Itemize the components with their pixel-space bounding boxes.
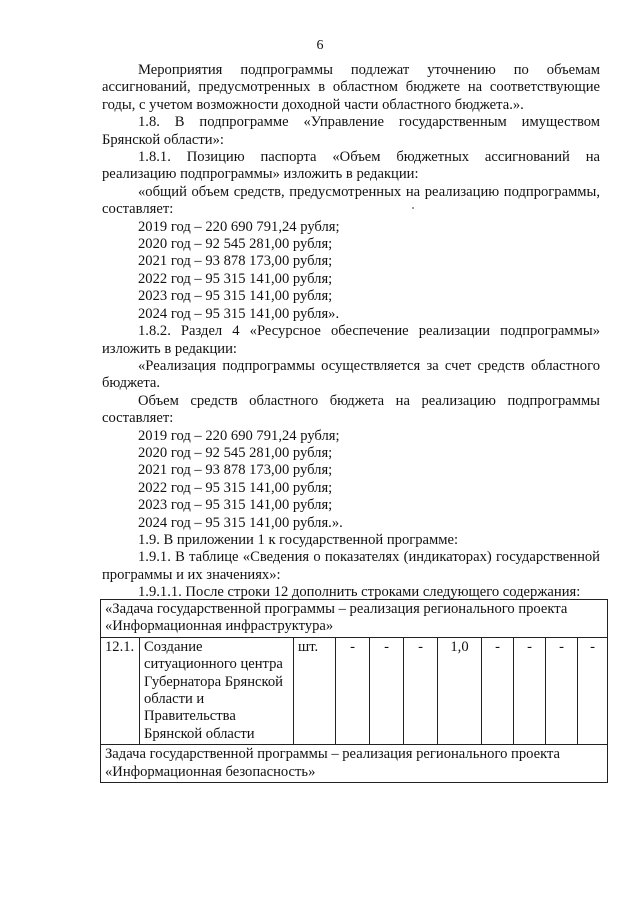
- budget-list-passport: [102, 219, 600, 323]
- task-header-cell: «Задача государственной программы – реализация регионального проекта «Информационная инфраструктура»: [101, 600, 608, 638]
- paragraph-1-8-1: 1.8.1. Позицию паспорта «Объем бюджетных ассигнований на реализацию подпрограммы» изложить в редакции:: [102, 149, 600, 183]
- list-item: 2023 год – 95 315 141,00 рубля;: [138, 288, 333, 305]
- list-item: 2020 год – 92 545 281,00 рубля;: [138, 444, 333, 461]
- paragraph-1-8-2: 1.8.2. Раздел 4 «Ресурсное обеспечение реализации подпрограммы» изложить в редакции:: [102, 323, 600, 357]
- paragraph-1-9-1-1: 1.9.1.1. После строки 12 дополнить строками следующего содержания:: [138, 584, 581, 601]
- indicators-table: [100, 599, 608, 783]
- paragraph-1-9-1: 1.9.1. В таблице «Сведения о показателях (индикаторах) государственной программы и их значениях»:: [102, 549, 600, 583]
- list-item: 2020 год – 92 545 281,00 рубля;: [138, 236, 333, 253]
- paragraph-implementation: «Реализация подпрограммы осуществляется за счет средств областного бюджета.: [102, 357, 600, 392]
- paragraph-total-volume: «общий объем средств, предусмотренных на реализацию подпрограммы, составляет:: [102, 183, 600, 218]
- page-number: 6: [316, 38, 324, 53]
- value-cell: -: [546, 637, 578, 744]
- value-cell: -: [514, 637, 546, 744]
- value-cell: -: [482, 637, 514, 744]
- list-item: 2024 год – 95 315 141,00 рубля.».: [138, 514, 343, 531]
- paragraph-1-8: 1.8. В подпрограмме «Управление государственным имуществом Брянской области»:: [102, 114, 600, 148]
- table-row: [101, 745, 608, 783]
- value-cell: -: [578, 637, 608, 744]
- list-item: 2023 год – 95 315 141,00 рубля;: [138, 497, 333, 514]
- list-item: 2024 год – 95 315 141,00 рубля».: [138, 305, 340, 322]
- row-number-cell: 12.1.: [101, 637, 140, 744]
- value-cell: -: [404, 637, 438, 744]
- list-item: 2021 год – 93 878 173,00 рубля;: [138, 253, 333, 270]
- unit-cell: шт.: [294, 637, 336, 744]
- indicator-name-cell: Создание ситуационного центра Губернатора Брянской области и Правительства Брянской области: [140, 637, 294, 744]
- paragraph-1-9: 1.9. В приложении 1 к государственной программе:: [138, 531, 459, 548]
- value-cell: -: [336, 637, 370, 744]
- task-footer-cell: Задача государственной программы – реализация регионального проекта «Информационная безопасность»: [101, 745, 608, 783]
- list-item: 2019 год – 220 690 791,24 рубля;: [138, 427, 340, 444]
- table-row: [101, 600, 608, 638]
- document-body: [102, 62, 600, 602]
- paragraph-volume: Объем средств областного бюджета на реализацию подпрограммы составляет:: [102, 392, 600, 427]
- list-item: 2019 год – 220 690 791,24 рубля;: [138, 218, 340, 235]
- paragraph-measures: Мероприятия подпрограммы подлежат уточнению по объемам ассигнований, предусмотренных в областном бюджете на соответствующие годы, с учетом возможности доходной части областного бюджета.».: [102, 62, 600, 113]
- list-item: 2022 год – 95 315 141,00 рубля;: [138, 479, 333, 496]
- value-cell: -: [370, 637, 404, 744]
- list-item: 2021 год – 93 878 173,00 рубля;: [138, 462, 333, 479]
- budget-list-section: [102, 428, 600, 532]
- list-item: 2022 год – 95 315 141,00 рубля;: [138, 270, 333, 287]
- value-cell: 1,0: [438, 637, 482, 744]
- table-row: [101, 637, 608, 744]
- scan-speck: [412, 207, 414, 209]
